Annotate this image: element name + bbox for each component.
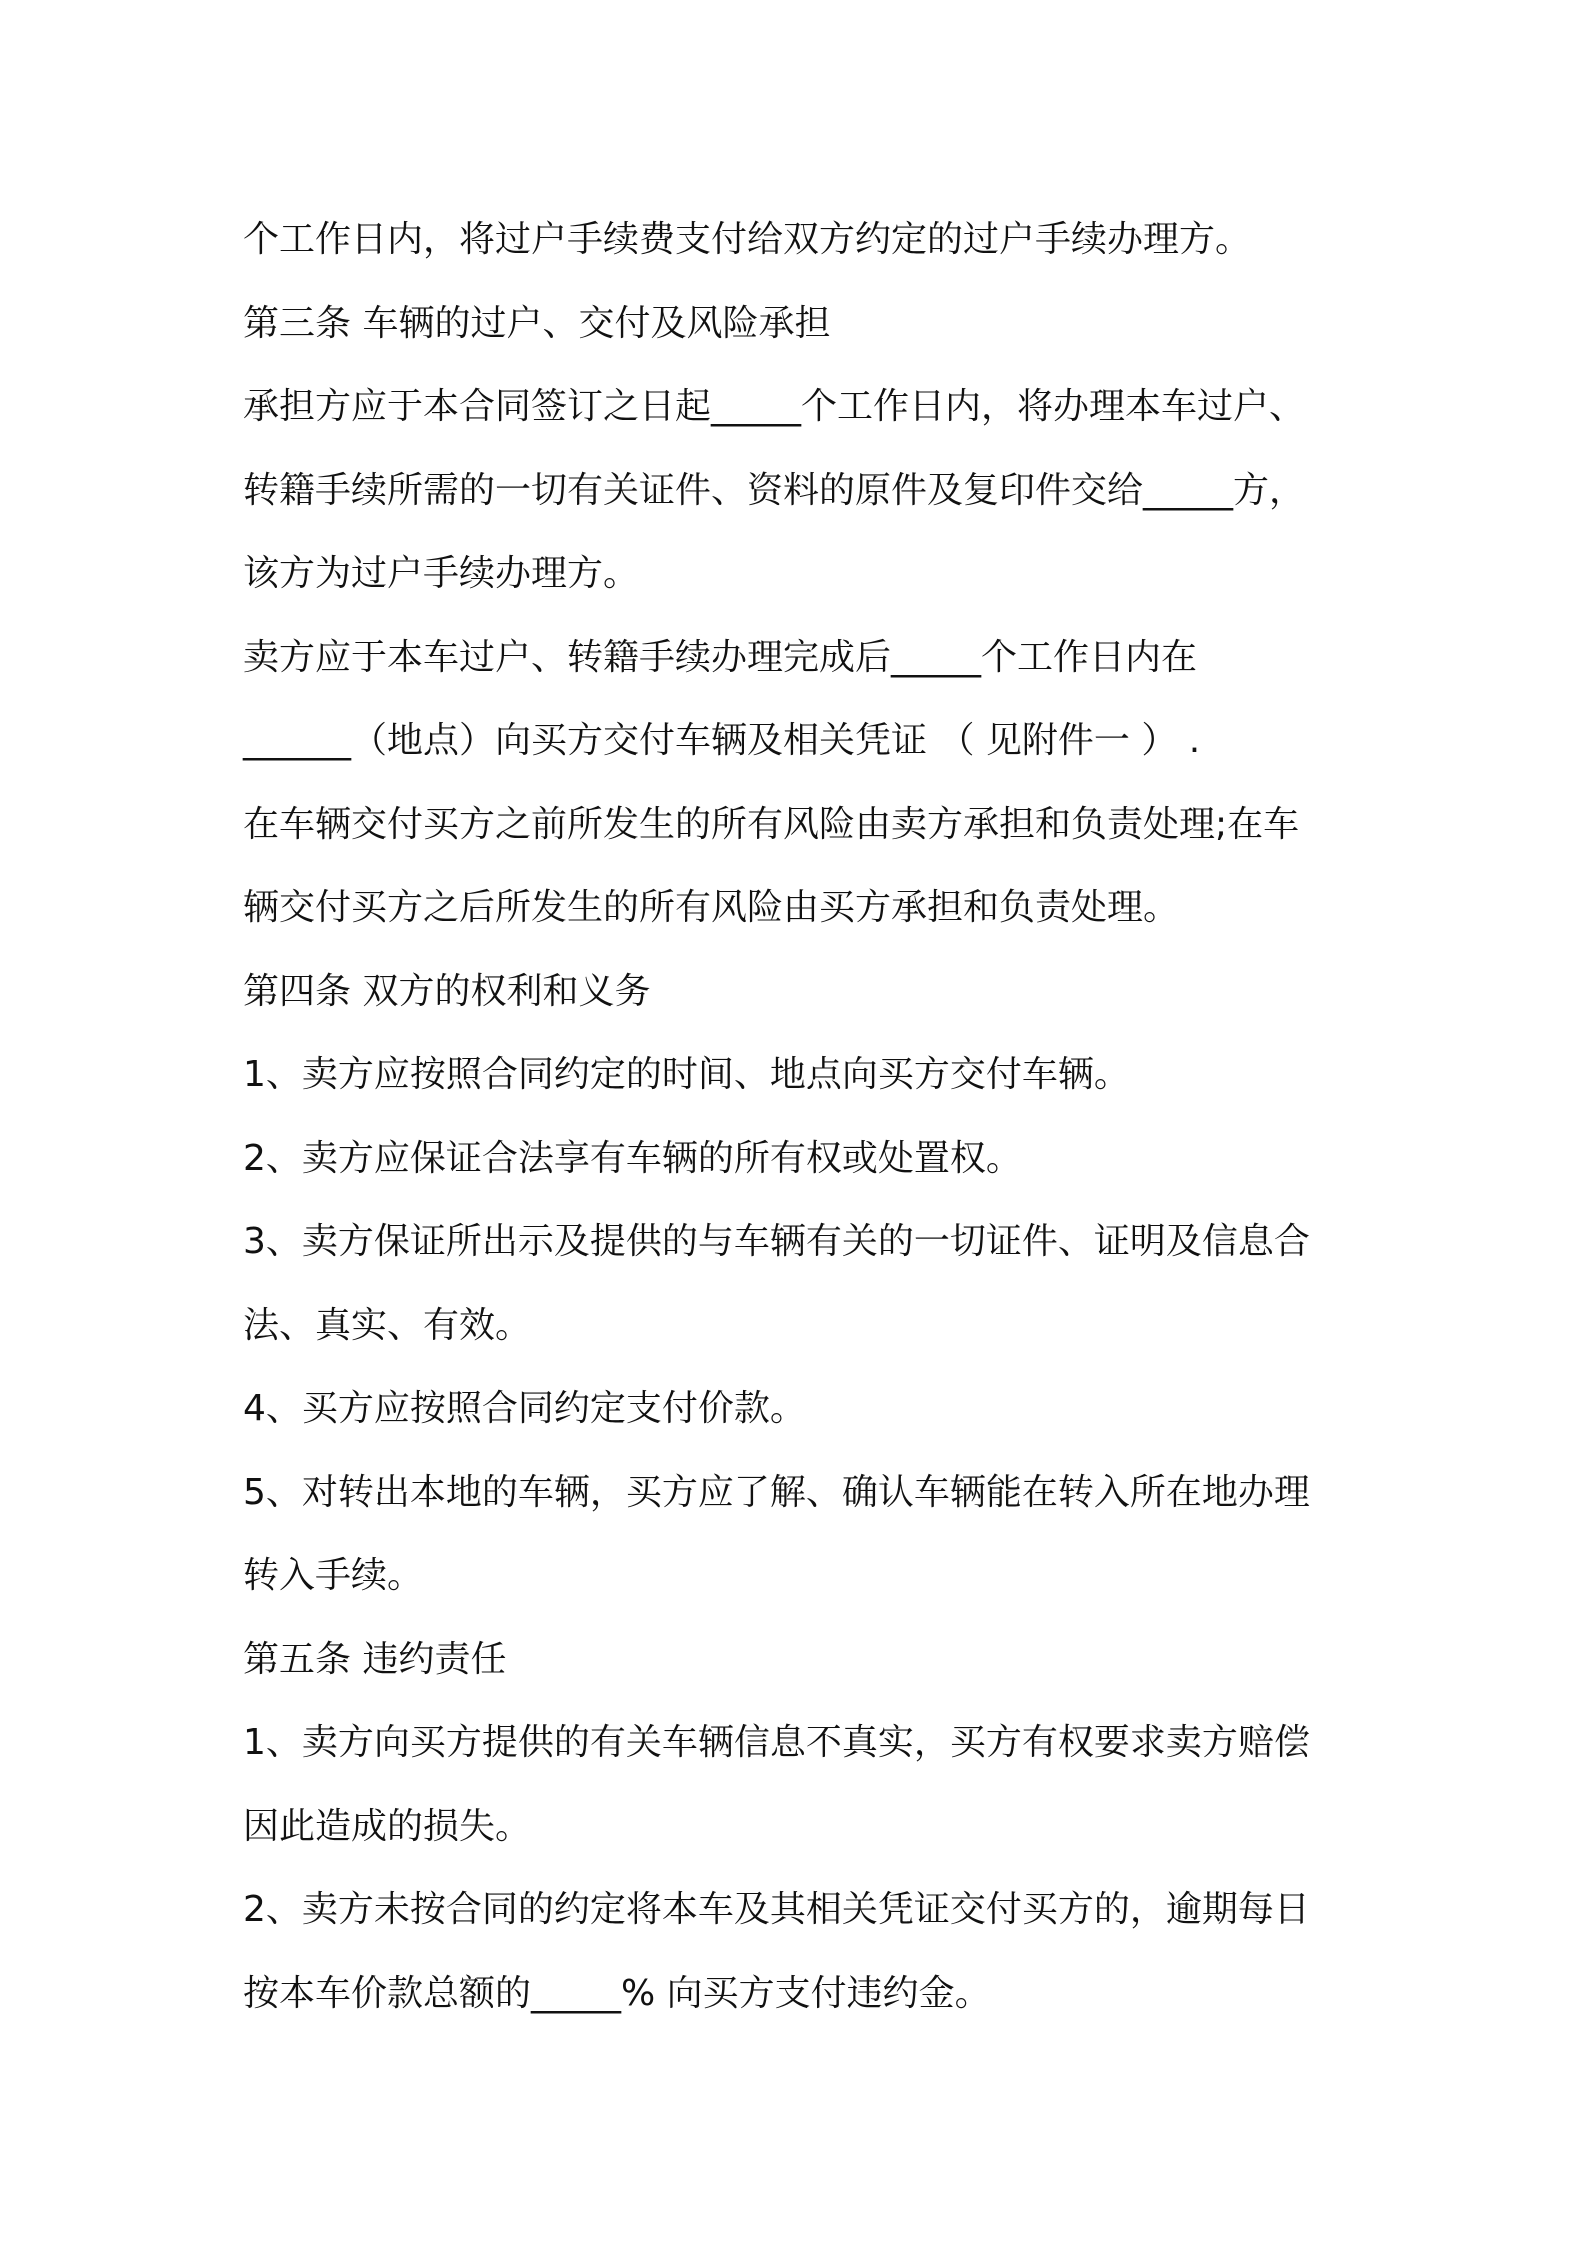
text-line: 法、真实、有效。 xyxy=(243,1304,532,1346)
document-body xyxy=(243,198,1363,2035)
list-item: 1、卖方向买方提供的有关车辆信息不真实，买方有权要求卖方赔偿 xyxy=(243,1722,1310,1763)
text-line: 在车辆交付买方之前所发生的所有风险由卖方承担和负责处理;在车 xyxy=(243,803,1300,845)
section-heading-5: 第五条 违约责任 xyxy=(243,1638,507,1680)
section-heading-4: 第四条 双方的权利和义务 xyxy=(243,970,651,1012)
text-line: 辆交付买方之后所发生的所有风险由买方承担和负责处理。 xyxy=(243,887,1180,928)
list-item: 2、卖方应保证合法享有车辆的所有权或处置权。 xyxy=(243,1137,1022,1179)
list-item: 3、卖方保证所出示及提供的与车辆有关的一切证件、证明及信息合 xyxy=(243,1221,1310,1262)
text-line: 转入手续。 xyxy=(243,1555,424,1596)
text-line: 按本车价款总额的_____% 向买方支付违约金。 xyxy=(243,1972,991,2014)
text-line: 个工作日内，将过户手续费支付给双方约定的过户手续办理方。 xyxy=(243,219,1252,260)
text-line: 该方为过户手续办理方。 xyxy=(243,553,640,594)
text-line: 卖方应于本车过户、转籍手续办理完成后_____个工作日内在 xyxy=(243,636,1198,678)
list-item: 1、卖方应按照合同约定的时间、地点向买方交付车辆。 xyxy=(243,1054,1130,1095)
text-line: 转籍手续所需的一切有关证件、资料的原件及复印件交给_____方， xyxy=(243,469,1306,511)
list-item: 4、买方应按照合同约定支付价款。 xyxy=(243,1388,806,1429)
text-line: 承担方应于本合同签订之日起_____个工作日内，将办理本车过户、 xyxy=(243,386,1306,427)
list-item: 2、卖方未按合同的约定将本车及其相关凭证交付买方的，逾期每日 xyxy=(243,1889,1310,1930)
text-line: 因此造成的损失。 xyxy=(243,1805,532,1847)
text-line: ______（地点）向买方交付车辆及相关凭证 （ 见附件一 ） . xyxy=(243,720,1201,761)
list-item: 5、对转出本地的车辆，买方应了解、确认车辆能在转入所在地办理 xyxy=(243,1471,1310,1513)
section-heading-3: 第三条 车辆的过户、交付及风险承担 xyxy=(243,302,831,344)
